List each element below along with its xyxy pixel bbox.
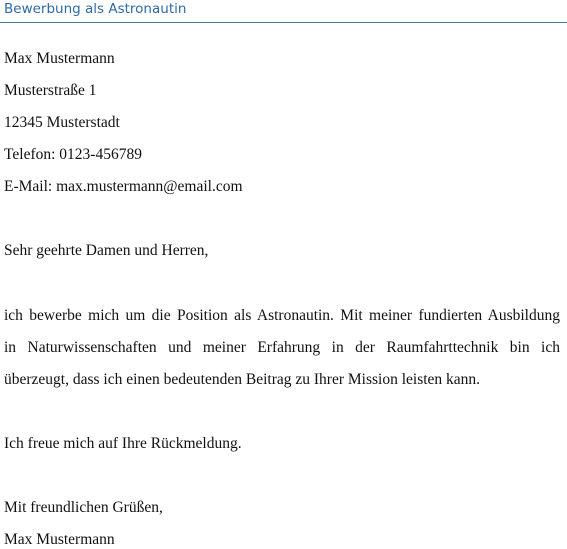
header-title: Bewerbung als Astronautin [4, 1, 187, 17]
page-header [0, 0, 567, 23]
sender-phone: Telefon: 0123-456789 [4, 146, 142, 163]
closing-greeting: Mit freundlichen Grüßen, [4, 499, 163, 516]
sender-street: Musterstraße 1 [4, 82, 97, 99]
signature: Max Mustermann [4, 531, 115, 548]
sender-city: 12345 Musterstadt [4, 114, 120, 131]
closing-request: Ich freue mich auf Ihre Rückmeldung. [4, 435, 242, 452]
paragraph-line-3: überzeugt, dass ich einen bedeutenden Beitrag zu Ihrer Mission leisten kann. [4, 371, 481, 388]
paragraph-line-2: in Naturwissenschaften und meiner Erfahrung in der Raumfahrttechnik bin ich [4, 339, 560, 356]
sender-name: Max Mustermann [4, 50, 115, 67]
sender-email: E-Mail: max.mustermann@email.com [4, 178, 243, 195]
salutation: Sehr geehrte Damen und Herren, [4, 242, 209, 259]
paragraph-line-1: ich bewerbe mich um die Position als Astronautin. Mit meiner fundierten Ausbildung [4, 307, 560, 324]
